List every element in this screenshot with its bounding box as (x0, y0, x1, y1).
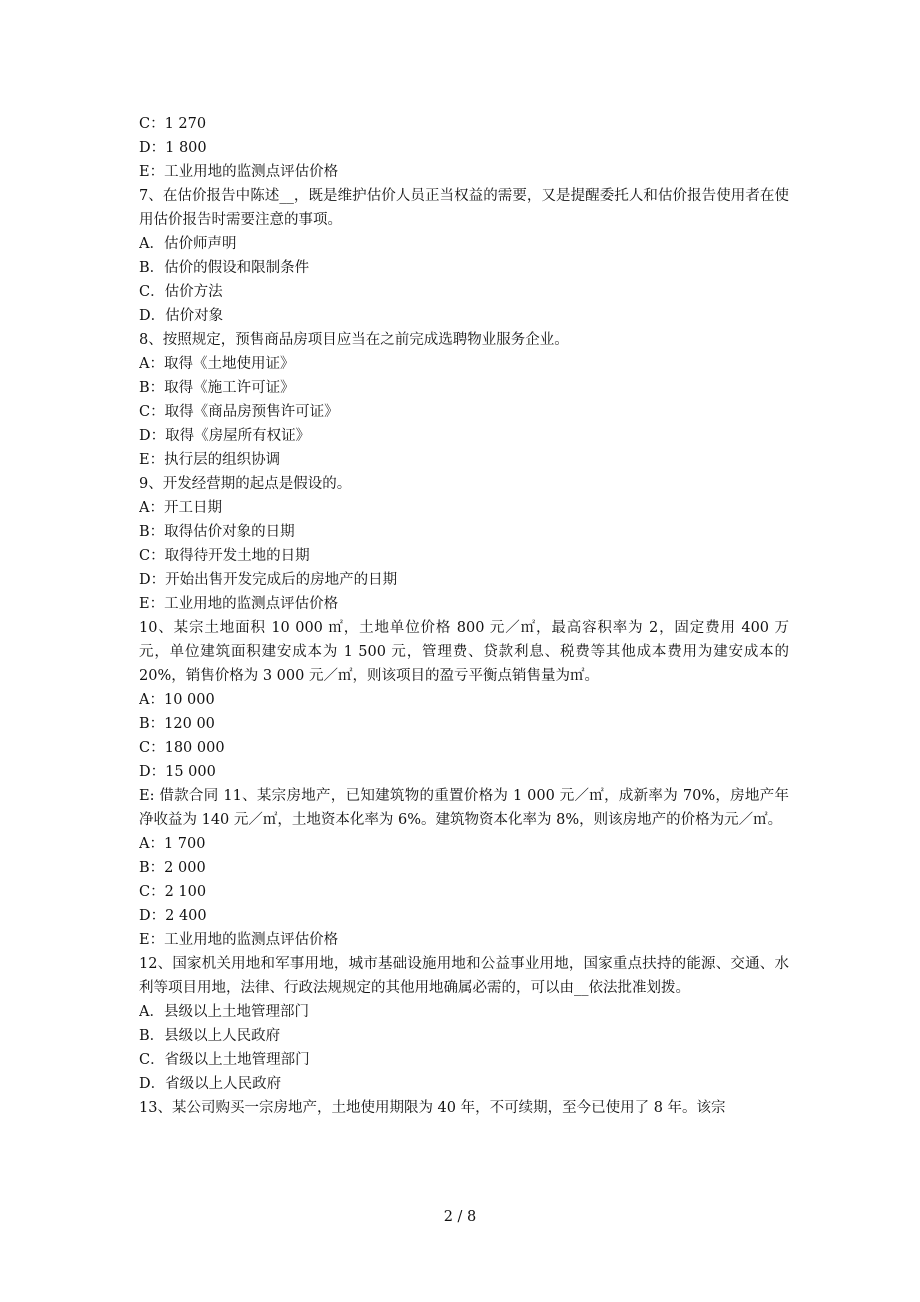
answer-option: A：10 000 (139, 692, 215, 708)
answer-option: A．县级以上土地管理部门 (139, 1004, 309, 1020)
answer-option: B：取得估价对象的日期 (139, 524, 295, 540)
answer-option: C：取得待开发土地的日期 (139, 548, 310, 564)
page-number: 2 / 8 (443, 1209, 477, 1225)
question-text: 13、某公司购买一宗房地产，土地使用期限为 40 年，不可续期，至今已使用了 8 年。该宗 (139, 1100, 726, 1116)
answer-option: C：1 270 (139, 116, 207, 132)
answer-option: C：取得《商品房预售许可证》 (139, 404, 339, 420)
answer-option: C：180 000 (139, 740, 225, 756)
question-text: 7、在估价报告中陈述__，既是维护估价人员正当权益的需要，又是提醒委托人和估价报告使用者在使用估价报告时需要注意的事项。 (139, 188, 789, 228)
question-text: 12、国家机关用地和军事用地，城市基础设施用地和公益事业用地，国家重点扶持的能源、交通、水利等项目用地，法律、行政法规规定的其他用地确属必需的，可以由__依法批准划拨。 (139, 956, 789, 996)
answer-option: D．省级以上人民政府 (139, 1076, 282, 1092)
answer-option: A．估价师声明 (139, 236, 237, 252)
answer-option: B．县级以上人民政府 (139, 1028, 281, 1044)
answer-option: E：工业用地的监测点评估价格 (139, 596, 339, 612)
answer-option: B．估价的假设和限制条件 (139, 260, 310, 276)
answer-option: C：2 100 (139, 884, 207, 900)
answer-option: C．省级以上土地管理部门 (139, 1052, 310, 1068)
question-text: 9、开发经营期的起点是假设的。 (139, 476, 352, 492)
question-text: 10、某宗土地面积 10 000 ㎡，土地单位价格 800 元／㎡，最高容积率为 2，固定费用 400 万 元，单位建筑面积建安成本为 1 500 元，管理费、贷款利息、税费等其他成本费用为建安成本的 20%，销售价格为 3 000 元／㎡，则该项目的盈亏平衡点销售量为㎡。 (139, 620, 804, 684)
answer-option: D：2 400 (139, 908, 207, 924)
answer-option: C．估价方法 (139, 284, 223, 300)
answer-option: E：工业用地的监测点评估价格 (139, 164, 339, 180)
answer-option: A：开工日期 (139, 500, 222, 516)
answer-option: E：执行层的组织协调 (139, 452, 281, 468)
answer-option: D：15 000 (139, 764, 216, 780)
answer-option: D．估价对象 (139, 308, 224, 324)
answer-option: B：120 00 (139, 716, 215, 732)
answer-option: A：取得《土地使用证》 (139, 356, 295, 372)
answer-option: D：1 800 (139, 140, 207, 156)
answer-option: B：取得《施工许可证》 (139, 380, 295, 396)
answer-option: E：工业用地的监测点评估价格 (139, 932, 339, 948)
answer-option: D：开始出售开发完成后的房地产的日期 (139, 572, 398, 588)
answer-option: D：取得《房屋所有权证》 (139, 428, 311, 444)
question-text: E: 借款合同 11、某宗房地产，已知建筑物的重置价格为 1 000 元／㎡，成新率为 70%，房地产年净收益为 140 元／㎡，土地资本化率为 6%。建筑物资本化率为 8%，则该房地产的价格为元／㎡。 (139, 788, 789, 828)
answer-option: A：1 700 (139, 836, 206, 852)
document-body (139, 112, 804, 1120)
answer-option: B：2 000 (139, 860, 206, 876)
question-text: 8、按照规定，预售商品房项目应当在之前完成选聘物业服务企业。 (139, 332, 569, 348)
